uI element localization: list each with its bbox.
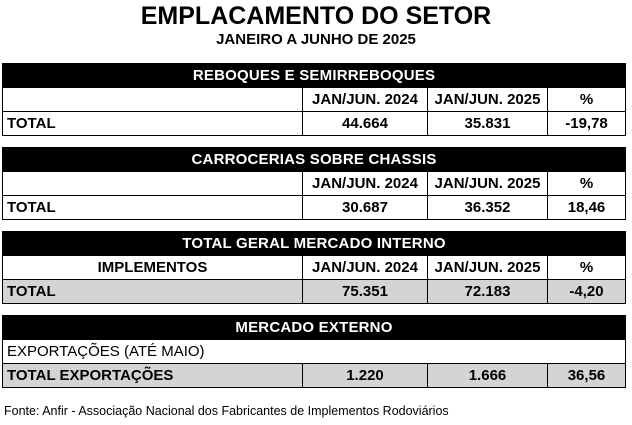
row-label: TOTAL [3,112,303,136]
value-2025: 1.666 [428,364,548,388]
table-carrocerias [2,147,626,220]
value-2024: 75.351 [303,280,428,304]
table-row [3,280,626,304]
column-header-implementos: IMPLEMENTOS [3,256,303,280]
section-title-carrocerias: CARROCERIAS SOBRE CHASSIS [3,148,626,172]
column-header-label [3,88,303,112]
column-header-2024: JAN/JUN. 2024 [303,88,428,112]
table-row [3,364,626,388]
exportacoes-subheader: EXPORTAÇÕES (ATÉ MAIO) [3,340,626,364]
column-header-2025: JAN/JUN. 2025 [428,256,548,280]
value-percent: -4,20 [548,280,626,304]
value-2024: 30.687 [303,196,428,220]
table-mercado-interno [2,231,626,304]
value-2025: 36.352 [428,196,548,220]
source-footer: Fonte: Anfir - Associação Nacional dos Fabricantes de Implementos Rodoviários [4,404,449,418]
section-title-mercado-externo: MERCADO EXTERNO [3,316,626,340]
page-subtitle: JANEIRO A JUNHO DE 2025 [216,31,416,48]
row-label: TOTAL [3,196,303,220]
table-row [3,196,626,220]
table-row [3,112,626,136]
value-2024: 44.664 [303,112,428,136]
column-header-percent: % [548,172,626,196]
section-title-reboques: REBOQUES E SEMIRREBOQUES [3,64,626,88]
column-header-2024: JAN/JUN. 2024 [303,256,428,280]
column-header-percent: % [548,88,626,112]
column-header-2024: JAN/JUN. 2024 [303,172,428,196]
column-header-2025: JAN/JUN. 2025 [428,172,548,196]
column-header-percent: % [548,256,626,280]
table-reboques [2,63,626,136]
table-mercado-externo [2,315,626,388]
page-title: EMPLACAMENTO DO SETOR [140,2,492,30]
value-percent: 36,56 [548,364,626,388]
row-label: TOTAL EXPORTAÇÕES [3,364,303,388]
column-header-label [3,172,303,196]
row-label: TOTAL [3,280,303,304]
value-percent: 18,46 [548,196,626,220]
section-title-mercado-interno: TOTAL GERAL MERCADO INTERNO [3,232,626,256]
column-header-2025: JAN/JUN. 2025 [428,88,548,112]
value-2024: 1.220 [303,364,428,388]
value-2025: 72.183 [428,280,548,304]
value-percent: -19,78 [548,112,626,136]
value-2025: 35.831 [428,112,548,136]
